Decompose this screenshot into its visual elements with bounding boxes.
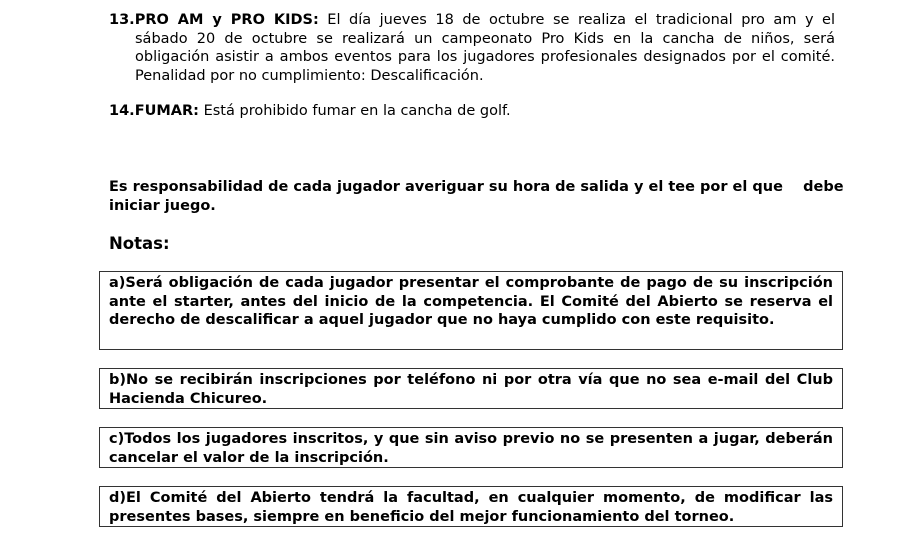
rule-13 (109, 11, 835, 85)
rule-14-heading: FUMAR: (134, 103, 199, 119)
rule-13-number: 13. (109, 12, 135, 28)
rule-13-text-line1: El día jueves 18 de octubre se realiza el tradicional pro am y el (327, 12, 836, 28)
rule-13-first-line (109, 11, 835, 30)
notes-heading: Notas: (109, 234, 170, 253)
rule-14 (109, 102, 835, 121)
note-b-box: b)No se recibirán inscripciones por teléfono ni por otra vía que no sea e-mail del Club Hacienda Chicureo. (99, 368, 843, 409)
rule-13-heading: PRO AM y PRO KIDS: (134, 12, 319, 28)
rule-14-number: 14. (109, 103, 135, 119)
note-a-box: a)Será obligación de cada jugador presentar el comprobante de pago de su inscripción ante el starter, antes del inicio de la competencia. El Comité del Abierto se reserva el derecho de descalificar a aquel jugador que no haya cumplido con este requisito. (99, 271, 843, 350)
rule-13-text-continuation: sábado 20 de octubre se realizará un campeonato Pro Kids en la cancha de niños, será obligación asistir a ambos eventos para los jugadores profesionales designados por el comité. Penalidad por no cumplimiento: Descalificación. (135, 30, 835, 84)
responsibility-statement: Es responsabilidad de cada jugador averiguar su hora de salida y el tee por el que debe iniciar juego. (109, 179, 849, 214)
note-d-box: d)El Comité del Abierto tendrá la facultad, en cualquier momento, de modificar las presentes bases, siempre en beneficio del mejor funcionamiento del torneo. (99, 486, 843, 527)
rule-14-text: Está prohibido fumar en la cancha de golf. (203, 103, 511, 119)
note-c-box: c)Todos los jugadores inscritos, y que sin aviso previo no se presenten a jugar, deberán cancelar el valor de la inscripción. (99, 427, 843, 468)
